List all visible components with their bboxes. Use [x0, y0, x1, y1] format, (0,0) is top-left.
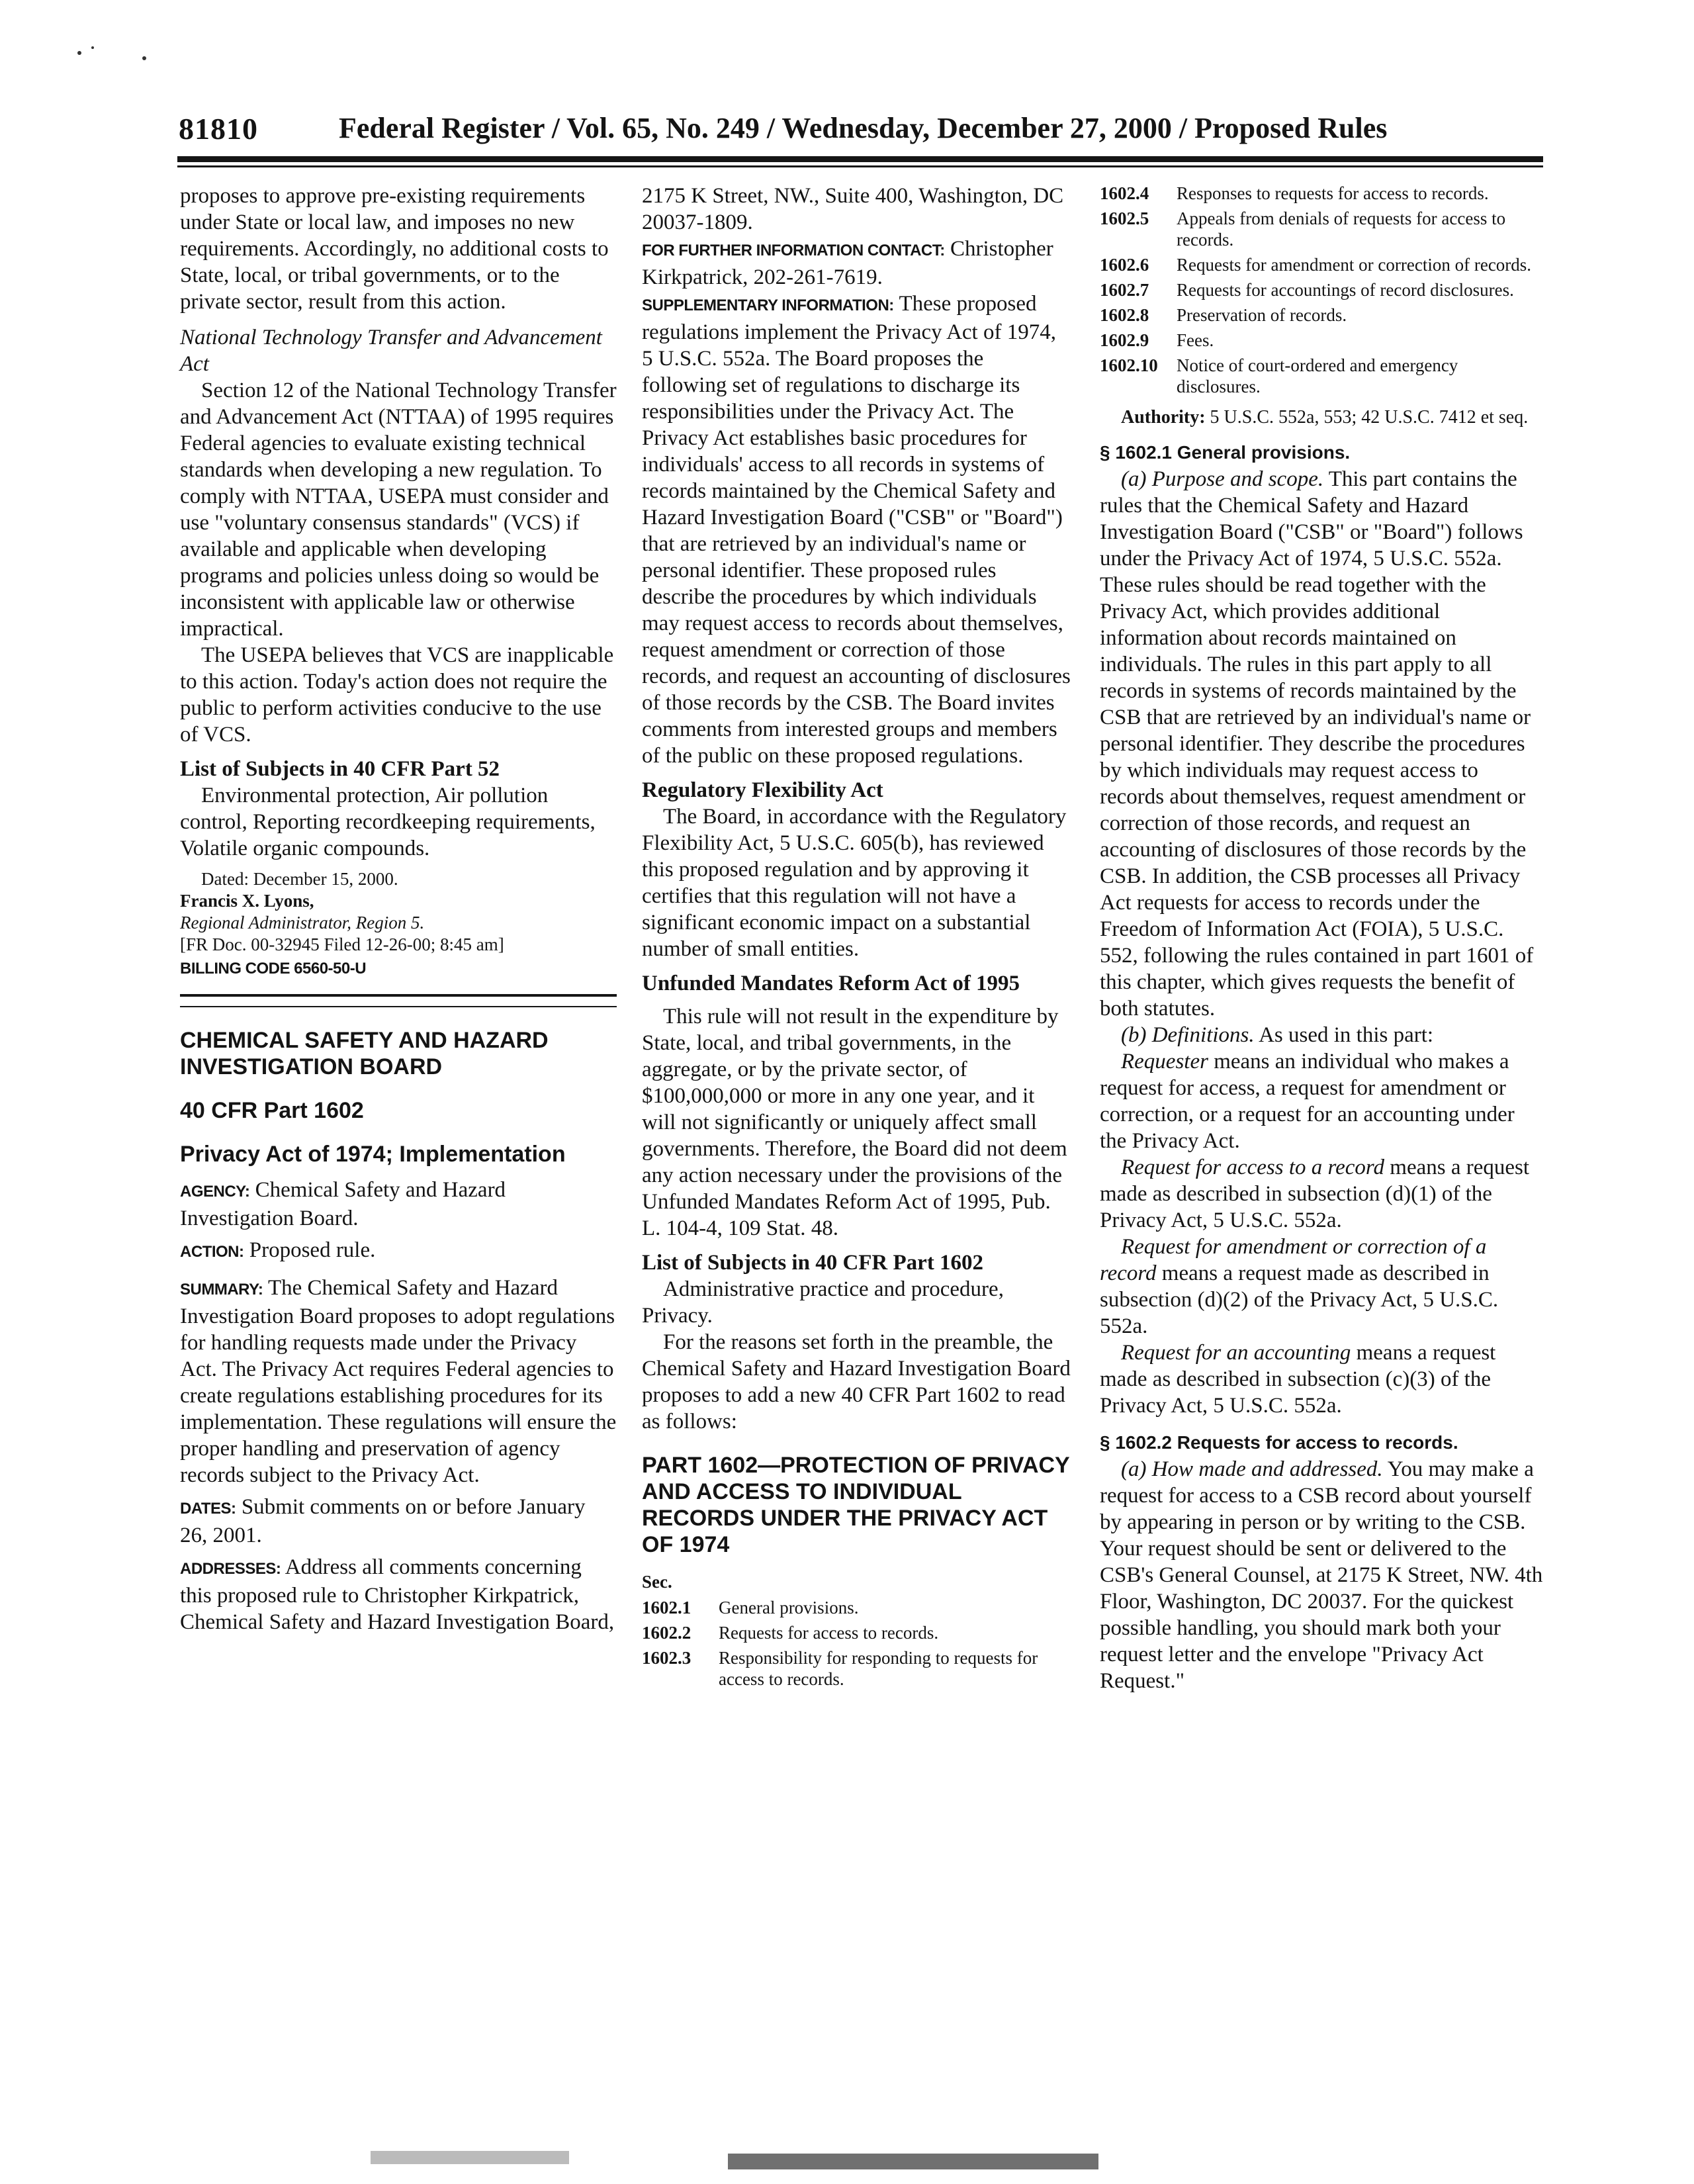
agency-title: CHEMICAL SAFETY AND HAZARD INVESTIGATION BOARD	[180, 1028, 549, 1079]
toc-number: 1602.8	[1100, 305, 1149, 325]
dates-text: Submit comments on or before January 26, 2001.	[180, 1495, 586, 1547]
paragraph: Environmental protection, Air pollution control, Reporting recordkeeping requirements, Volatile organic compounds.	[180, 784, 596, 860]
para-a-text: This part contains the rules that the Chemical Safety and Hazard Investigation Board ("CSB" or "Board") follows under the Privacy Act of 1974, 5 U.S.C. 552a. These rules should be read together with the Privacy Act, which provides additional information about records maintained on individuals. The rules in this part apply to all records in systems of records maintained by the CSB that are retrieved by an individual's name or personal identifier. They describe the procedures by which individuals may request access to records about themselves, request amendment or correction of those records, and request an accounting of disclosures of those records by the CSB. In addition, the CSB processes all Privacy Act requests for access to records under the Freedom of Information Act (FOIA), 5 U.S.C. 552, following the rules contained in part 1601 of this chapter, which gives requests the benefit of both statutes.	[1100, 467, 1534, 1021]
toc-title: Appeals from denials of requests for access to records.	[1177, 208, 1506, 250]
toc-number: 1602.7	[1100, 280, 1149, 300]
supplementary-info	[642, 291, 1072, 769]
toc-title: Requests for access to records.	[719, 1623, 939, 1643]
toc-item	[1100, 279, 1543, 300]
definition-term: Request for amendment or correction of a record	[1100, 1235, 1487, 1285]
section-heading: Regulatory Flexibility Act	[642, 778, 883, 802]
dates-label: DATES:	[180, 1500, 236, 1518]
cfr-part: 40 CFR Part 1602	[180, 1098, 364, 1123]
toc-item	[1100, 254, 1543, 275]
address-text: 2175 K Street, NW., Suite 400, Washington, DC 20037-1809.	[642, 184, 1064, 234]
para-a-label: (a) Purpose and scope.	[1121, 467, 1324, 491]
definition-text: means a request made as described in subsection (d)(1) of the Privacy Act, 5 U.S.C. 552a.	[1100, 1156, 1530, 1232]
toc-title: Fees.	[1177, 330, 1214, 350]
definition-term: Requester	[1121, 1050, 1208, 1073]
column-2	[642, 183, 1072, 1694]
action-label: ACTION:	[180, 1243, 244, 1261]
definition-text: means a request made as described in subsection (c)(3) of the Privacy Act, 5 U.S.C. 552a.	[1100, 1341, 1496, 1418]
toc-item	[642, 1622, 1072, 1643]
page-header	[179, 111, 1522, 154]
section-heading: List of Subjects in 40 CFR Part 1602	[642, 1251, 984, 1275]
toc-number: 1602.1	[642, 1598, 691, 1617]
toc-item	[642, 1647, 1072, 1690]
toc-number: 1602.2	[642, 1623, 691, 1643]
paragraph: This rule will not result in the expenditure by State, local, and tribal governments, in the aggregate, or by the private sector, of $100,000,000 or more in any one year, and it will not significantly or uniquely affect small governments. Therefore, the Board did not deem any action necessary under the provisions of the Unfunded Mandates Reform Act of 1995, Pub. L. 104-4, 109 Stat. 48.	[642, 1005, 1067, 1240]
paragraph-b	[1100, 1022, 1543, 1048]
running-title: Federal Register / Vol. 65, No. 249 / Wednesday, December 27, 2000 / Proposed Rules	[339, 112, 1388, 144]
fr-doc-line: [FR Doc. 00-32945 Filed 12-26-00; 8:45 am]	[180, 934, 504, 954]
section-heading: Unfunded Mandates Reform Act of 1995	[642, 972, 1020, 995]
paragraph: Section 12 of the National Technology Transfer and Advancement Act (NTTAA) of 1995 requires Federal agencies to evaluate existing technical standards when developing a new regulation. To comply with NTTAA, USEPA must consider and use "voluntary consensus standards" (VCS) if available and applicable when developing programs and policies unless doing so would be inconsistent with applicable law or otherwise impractical.	[180, 379, 617, 641]
column-3	[1100, 183, 1543, 1694]
toc-item	[642, 1597, 1072, 1618]
header-rule-thin	[177, 165, 1543, 167]
agency-label: AGENCY:	[180, 1183, 250, 1201]
contact-text: Christopher Kirkpatrick, 202-261-7619.	[642, 237, 1053, 289]
header-rule	[177, 156, 1543, 162]
paragraph: For the reasons set forth in the preamble, the Chemical Safety and Hazard Investigation Board proposes to add a new 40 CFR Part 1602 to read as follows:	[642, 1330, 1071, 1433]
summary	[180, 1275, 617, 1488]
summary-label: SUMMARY:	[180, 1281, 263, 1298]
authority-label: Authority:	[1121, 407, 1206, 428]
toc-title: Preservation of records.	[1177, 305, 1347, 325]
addresses-text: Address all comments concerning this proposed rule to Christopher Kirkpatrick, Chemical Safety and Hazard Investigation Board,	[180, 1555, 615, 1634]
para-b-text: As used in this part:	[1259, 1023, 1434, 1047]
section-1602-1-heading: § 1602.1 General provisions.	[1100, 442, 1351, 463]
toc-item	[1100, 304, 1543, 326]
addresses	[180, 1554, 617, 1635]
toc-item	[1100, 355, 1543, 397]
paragraph: The USEPA believes that VCS are inapplicable to this action. Today's action does not require the public to perform activities conducive to the use of VCS.	[180, 643, 614, 747]
toc-title: Notice of court-ordered and emergency disclosures.	[1177, 355, 1458, 396]
definition-term: Request for access to a record	[1121, 1156, 1385, 1179]
definition	[1100, 1048, 1543, 1154]
scan-speck	[91, 46, 94, 49]
toc-number: 1602.9	[1100, 330, 1149, 350]
toc-title: Responses to requests for access to records.	[1177, 183, 1489, 203]
signer-title: Regional Administrator, Region 5.	[180, 913, 425, 933]
contact-label: FOR FURTHER INFORMATION CONTACT:	[642, 242, 945, 259]
agency-line	[180, 1177, 617, 1232]
scan-barcode-fragment	[728, 2154, 1098, 2169]
scan-speck	[77, 51, 81, 55]
section-divider	[180, 994, 617, 1007]
paragraph-a	[1100, 466, 1543, 1022]
para-label: (a) How made and addressed.	[1121, 1457, 1383, 1481]
section-1602-2-heading: § 1602.2 Requests for access to records.	[1100, 1432, 1458, 1453]
para-b-label: (b) Definitions.	[1121, 1023, 1255, 1047]
section-heading: List of Subjects in 40 CFR Part 52	[180, 757, 500, 781]
supplementary-label: SUPPLEMENTARY INFORMATION:	[642, 296, 894, 314]
dates	[180, 1494, 617, 1549]
toc-item	[1100, 183, 1543, 204]
column-1	[180, 183, 617, 1635]
action-text: Proposed rule.	[249, 1238, 376, 1262]
scan-barcode-fragment	[371, 2151, 569, 2164]
sec-label: Sec.	[642, 1572, 672, 1592]
table-of-contents	[642, 1597, 1072, 1690]
authority-text: 5 U.S.C. 552a, 553; 42 U.S.C. 7412 et seq.	[1210, 407, 1529, 428]
toc-number: 1602.10	[1100, 355, 1158, 375]
rule-title: Privacy Act of 1974; Implementation	[180, 1142, 566, 1167]
supplementary-text: These proposed regulations implement the Privacy Act of 1974, 5 U.S.C. 552a. The Board proposes the following set of regulations to discharge its responsibilities under the Privacy Act. The Privacy Act establishes basic procedures for individuals' access to all records in systems of records maintained by the Chemical Safety and Hazard Investigation Board ("CSB" or "Board") that are retrieved by an individual's name or personal identifier. These proposed rules describe the procedures by which individuals may request access to records about themselves, request amendment or correction of those records, and request an accounting of disclosures of those records by the CSB. The Board invites comments from interested groups and members of the public on these proposed regulations.	[642, 292, 1071, 768]
definition	[1100, 1340, 1543, 1419]
addresses-label: ADDRESSES:	[180, 1560, 281, 1578]
toc-title: Requests for amendment or correction of records.	[1177, 255, 1532, 275]
toc-number: 1602.6	[1100, 255, 1149, 275]
action-line	[180, 1237, 617, 1265]
section-heading: National Technology Transfer and Advancement Act	[180, 326, 602, 376]
definition-text: means a request made as described in subsection (d)(2) of the Privacy Act, 5 U.S.C. 552a.	[1100, 1261, 1499, 1338]
definition-term: Request for an accounting	[1121, 1341, 1351, 1365]
definition-text: means an individual who makes a request for access, a request for amendment or correction, or a request for an accounting under the Privacy Act.	[1100, 1050, 1515, 1153]
toc-title: General provisions.	[719, 1598, 859, 1617]
toc-number: 1602.4	[1100, 183, 1149, 203]
summary-text: The Chemical Safety and Hazard Investigation Board proposes to adopt regulations for handling requests made under the Privacy Act. The Privacy Act requires Federal agencies to create regulations establishing procedures for its implementation. These regulations will ensure the proper handling and preservation of agency records subject to the Privacy Act.	[180, 1276, 617, 1487]
toc-item	[1100, 208, 1543, 250]
toc-title: Responsibility for responding to requests for access to records.	[719, 1648, 1038, 1689]
toc-number: 1602.5	[1100, 208, 1149, 228]
billing-code: BILLING CODE 6560-50-U	[180, 960, 367, 978]
toc-item	[1100, 330, 1543, 351]
paragraph: proposes to approve pre-existing requirements under State or local law, and imposes no new requirements. Accordingly, no additional costs to State, local, or tribal governments, or to the private sector, result from this action.	[180, 184, 609, 314]
definition	[1100, 1234, 1543, 1340]
scan-speck	[142, 56, 146, 60]
toc-title: Requests for accountings of record disclosures.	[1177, 280, 1514, 300]
paragraph: The Board, in accordance with the Regulatory Flexibility Act, 5 U.S.C. 605(b), has reviewed this proposed regulation and by approving it certifies that this regulation will not have a significant economic impact on a substantial number of small entities.	[642, 805, 1067, 961]
agency-text: Chemical Safety and Hazard Investigation Board.	[180, 1178, 506, 1230]
authority	[1100, 406, 1543, 429]
paragraph: Administrative practice and procedure, Privacy.	[642, 1277, 1004, 1328]
signer-name: Francis X. Lyons,	[180, 891, 314, 911]
definition	[1100, 1154, 1543, 1234]
contact	[642, 236, 1072, 291]
part-heading: PART 1602—PROTECTION OF PRIVACY AND ACCESS TO INDIVIDUAL RECORDS UNDER THE PRIVACY ACT OF 1974	[642, 1453, 1070, 1557]
toc-number: 1602.3	[642, 1648, 691, 1668]
page-number: 81810	[179, 112, 258, 146]
para-text: You may make a request for access to a CSB record about yourself by appearing in person or by writing to the CSB. Your request should be sent or delivered to the CSB's General Counsel, at 2175 K Street, NW. 4th Floor, Washington, DC 20037. For the quickest possible handling, you should mark both your request letter and the envelope "Privacy Act Request."	[1100, 1457, 1543, 1693]
dated-line: Dated: December 15, 2000.	[201, 869, 398, 889]
paragraph	[1100, 1456, 1543, 1694]
table-of-contents-continued	[1100, 183, 1543, 397]
